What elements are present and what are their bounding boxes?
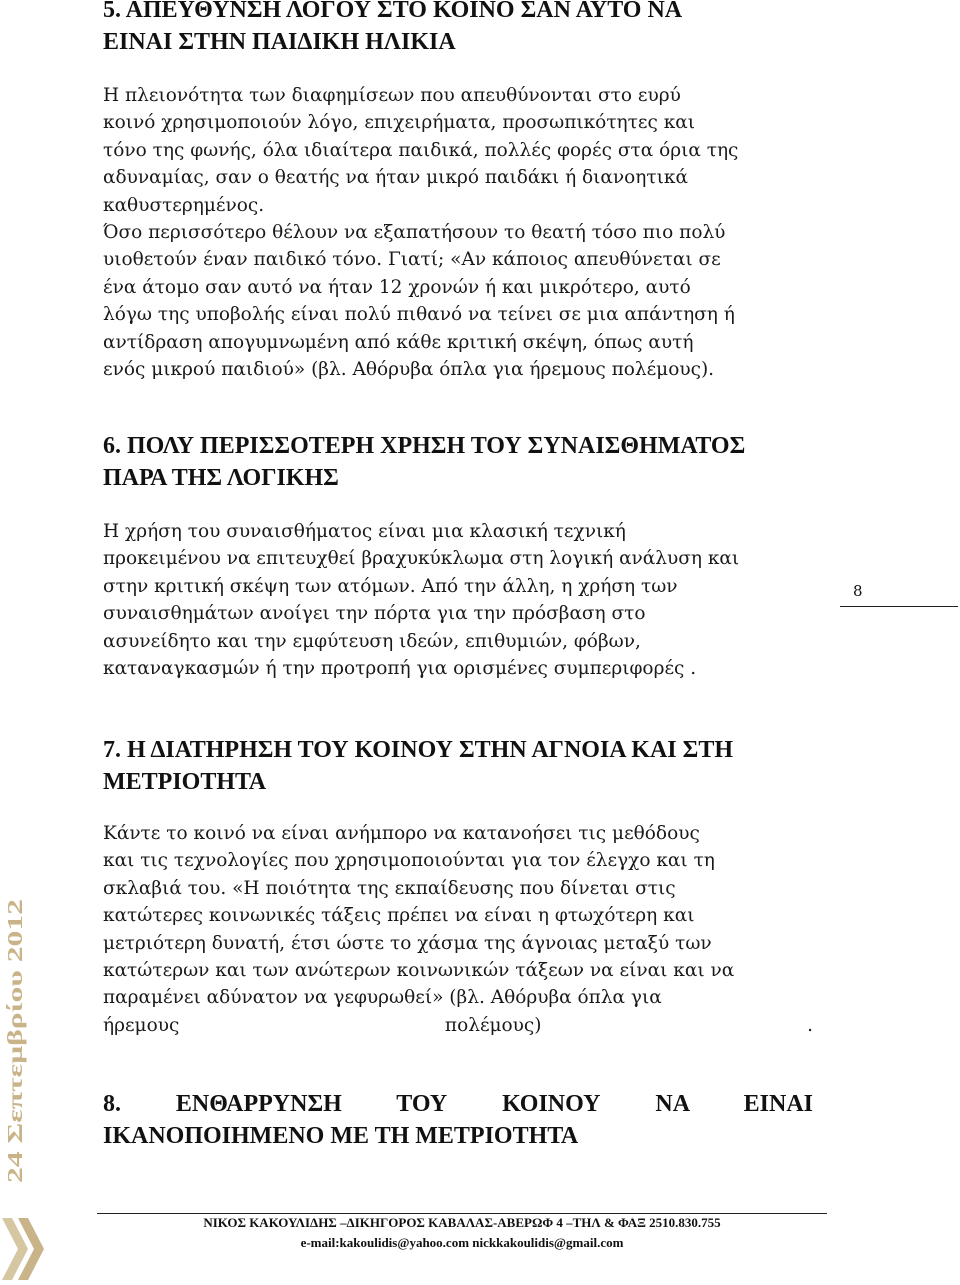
text-line: υιοθετούν έναν παιδικό τόνο. Γιατί; «Αν κάποιος απευθύνεται σε bbox=[103, 249, 721, 271]
text-line: τόνο της φωνής, όλα ιδιαίτερα παιδικά, πολλές φορές στα όρια της bbox=[103, 139, 739, 161]
text-line: Η πλειονότητα των διαφημίσεων που απευθύνονται στο ευρύ bbox=[103, 85, 681, 106]
section6-heading-line1: 6. ΠΟΛΥ ΠΕΡΙΣΣΟΤΕΡΗ ΧΡΗΣΗ ΤΟΥ ΣΥΝΑΙΣΘΗΜΑΤΟΣ bbox=[103, 433, 746, 459]
section6-heading bbox=[103, 430, 813, 494]
side-date-text: 24 Σεπτεμβρίου 2012 bbox=[3, 994, 27, 1183]
section7-heading-line2: ΜΕΤΡΙΟΤΗΤΑ bbox=[103, 769, 267, 795]
text-line: και τις τεχνολογίες που χρησιμοποιούνται για τον έλεγχο και τη bbox=[103, 850, 715, 872]
text-line: λόγω της υποβολής είναι πολύ πιθανό να τείνει σε μια απάντηση ή bbox=[103, 304, 735, 326]
footer-rule bbox=[97, 1213, 827, 1214]
text-line: κατώτερων και των ανώτερων κοινωνικών τάξεων να είναι και να bbox=[103, 960, 735, 982]
side-date bbox=[0, 895, 30, 1185]
footer-contact: ΝΙΚΟΣ ΚΑΚΟΥΛΙΔΗΣ –ΔΙΚΗΓΟΡΟΣ ΚΑΒΑΛΑΣ-ΑΒΕΡΩΦ 4 –ΤΗΛ & ΦΑΞ 2510.830.755 bbox=[203, 1215, 721, 1230]
text-line: κοινό χρησιμοποιούν λόγο, επιχειρήματα, προσωπικότητες και bbox=[103, 112, 696, 134]
text-line: αντίδραση απογυμνωμένη από κάθε κριτική σκέψη, όπως αυτή bbox=[103, 331, 694, 353]
section8-heading bbox=[103, 1088, 813, 1152]
text-line: Κάντε το κοινό να είναι ανήμπορο να κατανοήσει τις μεθόδους bbox=[103, 823, 700, 844]
section6-paragraph bbox=[103, 518, 813, 682]
text-line: ένα άτομο σαν αυτό να ήταν 12 χρονών ή και μικρότερο, αυτό bbox=[103, 276, 691, 298]
section7-heading-line1: 7. Η ΔΙΑΤΗΡΗΣΗ ΤΟΥ ΚΟΙΝΟΥ ΣΤΗΝ ΑΓΝΟΙΑ ΚΑΙ ΣΤΗ bbox=[103, 737, 733, 763]
page-number-rule bbox=[840, 606, 958, 607]
section5-heading-line2: ΕΙΝΑΙ ΣΤΗΝ ΠΑΙΔΙΚΗ ΗΛΙΚΙΑ bbox=[103, 29, 456, 55]
text-line: παραμένει αδύνατον να γεφυρωθεί» (βλ. Αθόρυβα όπλα για bbox=[103, 987, 662, 1009]
text-line: κατώτερες κοινωνικές τάξεις πρέπει να είναι η φτωχότερη και bbox=[103, 905, 695, 927]
text-line: αδυναμίας, σαν ο θεατής να ήταν μικρό παιδάκι ή διανοητικά bbox=[103, 167, 688, 189]
text-line: Η χρήση του συναισθήματος είναι μια κλασική τεχνική bbox=[103, 521, 626, 542]
text-line: Όσο περισσότερο θέλουν να εξαπατήσουν το θεατή τόσο πιο πολύ bbox=[103, 222, 726, 243]
text-line: συναισθημάτων ανοίγει την πόρτα για την πρόσβαση στο bbox=[103, 603, 646, 625]
section7-heading bbox=[103, 734, 813, 798]
section8-heading-line1: 8. ΕΝΘΑΡΡΥΝΣΗ ΤΟΥ ΚΟΙΝΟΥ ΝΑ ΕΙΝΑΙ bbox=[103, 1091, 813, 1117]
page-number: 8 bbox=[853, 582, 863, 600]
text-line: ενός μικρού παιδιού» (βλ. Αθόρυβα όπλα για ήρεμους πολέμους). bbox=[103, 359, 715, 381]
section8-heading-line2: ΙΚΑΝΟΠΟΙΗΜΕΝΟ ΜΕ ΤΗ ΜΕΤΡΙΟΤΗΤΑ bbox=[103, 1123, 579, 1149]
text-line: στην κριτική σκέψη των ατόμων. Από την άλλη, η χρήση των bbox=[103, 575, 678, 597]
double-chevron-icon bbox=[2, 1218, 48, 1284]
text-line: σκλαβιά του. «Η ποιότητα της εκπαίδευσης που δίνεται στις bbox=[103, 877, 676, 899]
text-line: ασυνείδητο και την εμφύτευση ιδεών, επιθυμιών, φόβων, bbox=[103, 630, 641, 652]
section7-paragraph bbox=[103, 820, 813, 1039]
text-line: καθυστερημένος. bbox=[103, 194, 265, 216]
text-line: μετριότερη δυνατή, έτσι ώστε το χάσμα της άγνοιας μεταξύ των bbox=[103, 932, 712, 954]
section5-heading bbox=[103, 0, 813, 58]
section5-heading-line1: 5. ΑΠΕΥΘΥΝΣΗ ΛΟΓΟΥ ΣΤΟ ΚΟΙΝΟ ΣΑΝ ΑΥΤΟ ΝΑ bbox=[103, 0, 683, 23]
section5-paragraph-1 bbox=[103, 82, 813, 219]
section5-paragraph-2 bbox=[103, 219, 813, 383]
text-line: προκειμένου να επιτευχθεί βραχυκύκλωμα στη λογική ανάλυση και bbox=[103, 548, 740, 570]
text-line: καταναγκασμών ή την προτροπή για ορισμένες συμπεριφορές . bbox=[103, 658, 697, 680]
text-line: ήρεμους πολέμους) . bbox=[103, 1014, 813, 1036]
footer-email: e-mail:kakoulidis@yahoo.com nickkakoulidis@gmail.com bbox=[300, 1235, 624, 1250]
section6-heading-line2: ΠΑΡΑ ΤΗΣ ΛΟΓΙΚΗΣ bbox=[103, 465, 339, 491]
